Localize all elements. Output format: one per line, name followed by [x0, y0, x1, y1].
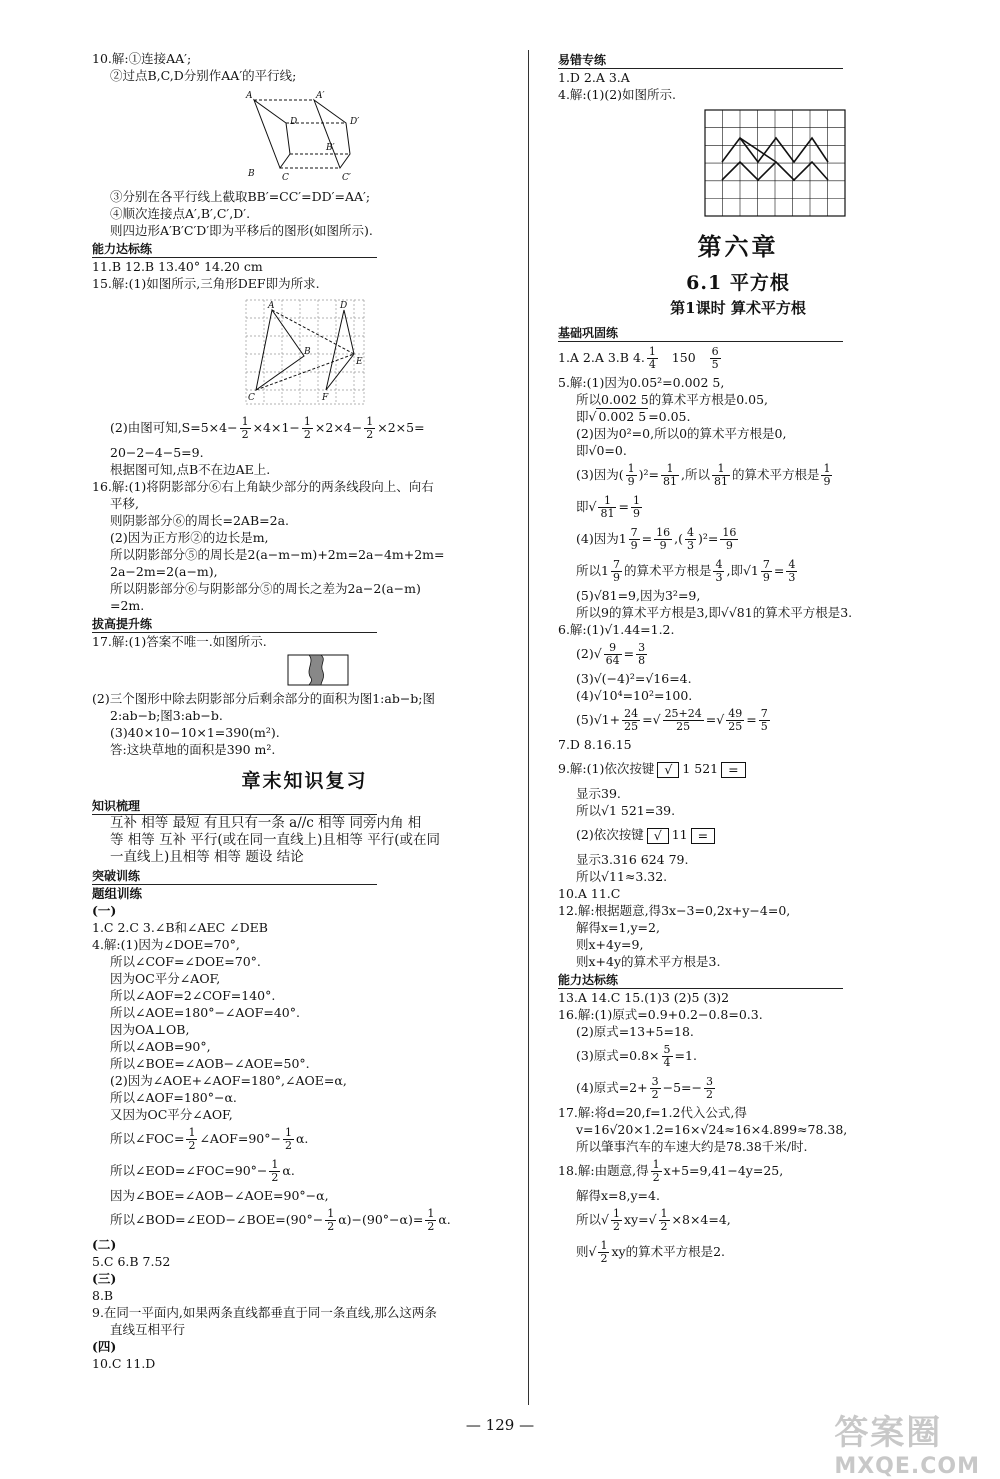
den: 2 [600, 1252, 608, 1265]
num: 1 [427, 1207, 435, 1220]
text: ,( [674, 531, 684, 546]
text: 9.解:(1)依次按键 [558, 761, 655, 776]
text: ,即√1 [726, 563, 759, 578]
fraction [636, 642, 647, 667]
section-nengli-right: 能力达标练 [558, 973, 843, 989]
q16-line7: 所以阴影部分⑥与阴影部分⑤的周长之差为2a−2(a−m) [110, 581, 421, 596]
text: ×2×5= [377, 420, 425, 435]
q16-line6: 2a−2m=2(a−m), [110, 564, 218, 579]
fraction [663, 708, 704, 733]
q6-line3: (3)√(−4)²=√16=4. [576, 671, 692, 686]
fraction [283, 1127, 294, 1152]
q10-line2: ③分别在各平行线上截取BB′=CC′=DD′=AA′; [110, 189, 371, 204]
nengli-answers: 13.A 14.C 15.(1)3 (2)5 (3)2 [558, 990, 730, 1005]
num: 1 [366, 415, 374, 428]
q5-line10: (5)√81=9,因为3²=9, [576, 588, 701, 603]
num: 1 [327, 1207, 335, 1220]
group-2-answers: 5.C 6.B 7.52 [92, 1254, 171, 1269]
equals-key-icon: = [721, 762, 745, 778]
q15-line1 [92, 412, 517, 444]
den: 64 [605, 654, 620, 667]
fraction [720, 527, 738, 552]
den: 2 [651, 1088, 659, 1101]
text: = [773, 563, 785, 578]
q9-line1: 9.在同一平面内,如果两条直线都垂直于同一条直线,那么这两条 [92, 1305, 437, 1320]
den: 25 [728, 720, 743, 733]
num: 1 [271, 1158, 279, 1171]
q17-line2: v=16√20×1.2=16×√24≈16×4.899≈78.38, [576, 1122, 848, 1137]
fraction [661, 463, 679, 488]
q17-line3: 2:ab−b;图3:ab−b. [110, 708, 223, 723]
den: 9 [612, 571, 620, 584]
text: (5)√1+ [576, 712, 621, 727]
text: −5=− [662, 1080, 702, 1095]
num: 1 [823, 462, 831, 475]
q5-line7 [558, 491, 918, 523]
fraction [325, 1208, 336, 1233]
fraction [186, 1127, 197, 1152]
q18-line2: 解得x=8,y=4. [576, 1188, 660, 1203]
den: 2 [271, 1171, 279, 1184]
fig1-label: B [248, 169, 255, 179]
fraction [611, 559, 622, 584]
num: 7 [630, 526, 638, 539]
q17-line4: (3)40×10−10×1=390(m²). [110, 725, 280, 740]
q10-title: 10.解:①连接AA′; [92, 51, 192, 66]
fraction [631, 495, 642, 520]
text: 所以∠BOD=∠EOD−∠BOE=(90°− [110, 1212, 324, 1227]
q17-line1: 17.解:(1)答案不唯一.如图所示. [92, 634, 267, 649]
den: 2 [652, 1171, 660, 1184]
text: = [618, 499, 629, 514]
q16-line8: =2m. [110, 598, 145, 613]
den: 2 [427, 1220, 435, 1233]
q16-line3 [558, 1040, 918, 1072]
text: α)−(90°−α)= [338, 1212, 424, 1227]
den: 4 [648, 358, 656, 371]
fraction [269, 1159, 280, 1184]
den: 2 [303, 428, 311, 441]
num: 1 [648, 345, 656, 358]
fig1-label: C [282, 173, 289, 183]
q9-line3: 所以√1 521=39. [576, 803, 676, 818]
fraction [761, 559, 772, 584]
num: 1 [652, 1158, 660, 1171]
q9-line5: 显示3.316 624 79. [576, 852, 689, 867]
q4-line14: 因为∠BOE=∠AOB−∠AOE=90°−α, [110, 1188, 329, 1203]
den: 81 [600, 507, 615, 520]
section-zhishi: 知识梳理 [92, 799, 377, 815]
text: =√ [642, 712, 661, 727]
q5-line1: 5.解:(1)因为0.05²=0.002 5, [558, 375, 725, 390]
text: α. [295, 1131, 309, 1146]
text: 所以√ [576, 1212, 609, 1227]
num: 16 [656, 526, 671, 539]
q15-line3: 根据图可知,点B不在边AE上. [110, 462, 271, 477]
den: 9 [632, 507, 640, 520]
q4-line12 [92, 1123, 517, 1155]
translation-figure [242, 88, 372, 184]
num: 9 [604, 642, 622, 655]
q9-line2: 显示39. [576, 786, 621, 801]
q16-line5: 所以阴影部分⑤的周长是2(a−m−m)+2m=2a−4m+2m= [110, 547, 445, 562]
q16-line2: 平移, [110, 496, 139, 511]
q6-line4: (4)√10⁴=10²=100. [576, 688, 693, 703]
fig1-label: A [246, 91, 253, 101]
num: 4 [687, 526, 695, 539]
jichu-answers [558, 342, 918, 374]
num: 49 [728, 707, 743, 720]
yicuo-q4: 4.解:(1)(2)如图所示. [558, 87, 677, 102]
num: 25+24 [664, 707, 702, 720]
text: 150 [671, 350, 696, 365]
den: 3 [687, 539, 695, 552]
q9-line2: 直线互相平行 [110, 1322, 186, 1337]
text: =1. [674, 1048, 697, 1063]
fraction [626, 463, 637, 488]
text: 11 [671, 827, 688, 842]
num: 1 [660, 1207, 668, 1220]
text: ×2×4− [314, 420, 363, 435]
q4-line7: 所以∠AOB=90°, [110, 1039, 211, 1054]
text: (2)√ [576, 646, 602, 661]
text: ,所以 [680, 467, 710, 482]
left-column [92, 50, 517, 1372]
q4-line9: (2)因为∠AOE+∠AOF=180°,∠AOE=α, [110, 1073, 347, 1088]
den: 9 [630, 539, 638, 552]
den: 81 [662, 475, 677, 488]
fraction [622, 708, 640, 733]
q17-line1: 17.解:将d=20,f=1.2代入公式,得 [558, 1105, 747, 1120]
num: 1 [598, 495, 616, 508]
den: 9 [627, 475, 635, 488]
text: 1 521 [682, 761, 719, 776]
den: 3 [715, 571, 723, 584]
section-tupo: 突破训练 [92, 869, 377, 885]
fraction [604, 642, 622, 667]
fraction [598, 495, 616, 520]
fig2-label: C [248, 393, 255, 403]
zs-line2: 等 相等 互补 平行(或在同一直线上)且相等 平行(或在同 [110, 832, 440, 848]
text: 18.解:由题意,得 [558, 1163, 649, 1178]
q9-line4 [558, 819, 918, 851]
sqrt-key-icon: √ [657, 762, 679, 778]
q10-line4: 则四边形A′B′C′D′即为平移后的图形(如图所示). [110, 223, 373, 238]
text: 则√ [576, 1244, 597, 1259]
den: 5 [711, 358, 719, 371]
answers-11-14: 11.B 12.B 13.40° 14.20 cm [92, 259, 263, 274]
q4-line4: 所以∠AOF=2∠COF=140°. [110, 988, 276, 1003]
fraction [364, 416, 375, 441]
group-3: (三) [92, 1271, 117, 1286]
num: 4 [788, 558, 796, 571]
chapter-title: 第六章 [697, 232, 779, 261]
q15-title: 15.解:(1)如图所示,三角形DEF即为所求. [92, 276, 320, 291]
group-4: (四) [92, 1339, 117, 1354]
fraction [759, 708, 770, 733]
text: 所以∠EOD=∠FOC=90°− [110, 1163, 268, 1178]
num: 1 [303, 415, 311, 428]
answers-7-8: 7.D 8.16.15 [558, 737, 632, 752]
text: 即√ [576, 409, 597, 424]
q5-line4: (2)因为0²=0,所以0的算术平方根是0, [576, 426, 787, 441]
num: 5 [663, 1043, 671, 1056]
fraction [704, 1076, 715, 1101]
num: 1 [284, 1126, 292, 1139]
num: 6 [711, 345, 719, 358]
text: 1.A 2.A 3.B 4. [558, 350, 645, 365]
text: ×8×4=4, [671, 1212, 731, 1227]
q16-line3: 则阴影部分⑥的周长=2AB=2a. [110, 513, 289, 528]
text: = [641, 531, 653, 546]
q18-line4 [558, 1236, 918, 1268]
den: 9 [762, 571, 770, 584]
q4-line11: 又因为OC平分∠AOF, [110, 1107, 233, 1122]
text: α. [438, 1212, 451, 1227]
q9-line1 [558, 753, 918, 785]
q6-line1: 6.解:(1)√1.44=1.2. [558, 622, 675, 637]
den: 2 [366, 428, 374, 441]
num: 7 [612, 558, 620, 571]
group-4-answers: 10.C 11.D [92, 1356, 156, 1371]
text: ×4×1− [252, 420, 300, 435]
q4-line13 [92, 1155, 517, 1187]
text: ∠AOF=90°− [199, 1131, 281, 1146]
section-tigao: 拔高提升练 [92, 617, 377, 633]
den: 4 [663, 1056, 671, 1069]
fraction [654, 527, 672, 552]
q5-line3 [558, 408, 918, 425]
den: 3 [788, 571, 796, 584]
q16-line1: 16.解:(1)将阴影部分⑥右上角缺少部分的两条线段向上、向右 [92, 479, 434, 494]
text: xy=√ [623, 1212, 657, 1227]
right-column [558, 50, 918, 1268]
q5-line9 [558, 555, 918, 587]
watermark-bottom: MXQE.COM [834, 1454, 980, 1479]
section-nengli: 能力达标练 [92, 242, 377, 258]
q6-line2 [558, 638, 918, 670]
text: =√ [705, 712, 725, 727]
text: (2)由图可知,S=5×4− [110, 420, 238, 435]
radicand: 0.002 5 [598, 409, 647, 424]
fraction [629, 527, 640, 552]
fig1-label: D′ [350, 117, 360, 127]
fraction [611, 1208, 622, 1233]
num: 1 [188, 1126, 196, 1139]
den: 2 [284, 1139, 292, 1152]
q12-line3: 则x+4y=9, [576, 937, 644, 952]
answers-10-11: 10.A 11.C [558, 886, 621, 901]
num: 7 [760, 707, 768, 720]
fig1-label: A′ [316, 91, 325, 101]
equals-key-icon: = [691, 828, 715, 844]
section-tizu: 题组训练 [92, 886, 143, 901]
q4-line2: 所以∠COF=∠DOE=70°. [110, 954, 261, 969]
watermark-logo [834, 1405, 980, 1479]
watermark-top: 答案圈 [834, 1413, 943, 1453]
q4-line5: 所以∠AOE=180°−∠AOF=40°. [110, 1005, 300, 1020]
fig1-label: D [290, 117, 298, 127]
q15-line2: 20−2−4−5=9. [110, 445, 204, 460]
text: )²= [698, 531, 719, 546]
den: 2 [612, 1220, 620, 1233]
lawn-path-figure [287, 654, 349, 686]
page-number: — 129 — [465, 1416, 535, 1434]
group-1: (一) [92, 903, 117, 918]
q16-line1: 16.解:(1)原式=0.9+0.2−0.8=0.3. [558, 1007, 763, 1022]
text: x+5=9,41−4y=25, [663, 1163, 784, 1178]
q4-line6: 因为OA⊥OB, [110, 1022, 190, 1037]
text: (4)因为1 [576, 531, 627, 546]
grid-pattern-figure [704, 109, 846, 217]
fraction [425, 1208, 436, 1233]
q16-line4 [558, 1072, 918, 1104]
num: 1 [241, 415, 249, 428]
text: 即√ [576, 499, 597, 514]
section-jichu: 基础巩固练 [558, 326, 843, 342]
den: 25 [624, 720, 639, 733]
lesson-title: 第1课时 算术平方根 [670, 299, 806, 317]
q5-line5: 即√0=0. [576, 443, 627, 458]
num: 1 [627, 462, 635, 475]
fraction [647, 346, 658, 371]
q5-line2: 所以0.002 5的算术平方根是0.05, [576, 392, 769, 407]
fraction [240, 416, 251, 441]
text: 的算术平方根是 [623, 563, 712, 578]
num: 3 [638, 641, 646, 654]
q5-line11: 所以9的算术平方根是3,即√√81的算术平方根是3. [576, 605, 853, 620]
text: (3)原式=0.8× [576, 1048, 660, 1063]
text: α. [282, 1163, 295, 1178]
fig2-label: F [322, 393, 329, 403]
fraction [821, 463, 832, 488]
den: 2 [705, 1088, 713, 1101]
q10-line1: ②过点B,C,D分别作AA′的平行线; [110, 68, 297, 83]
q12-line4: 则x+4y的算术平方根是3. [576, 954, 721, 969]
group-2: (二) [92, 1237, 117, 1252]
den: 2 [241, 428, 249, 441]
fraction [598, 1240, 609, 1265]
fraction [710, 346, 721, 371]
q4-line8: 所以∠BOE=∠AOB−∠AOE=50°. [110, 1056, 310, 1071]
text: (3)因为( [576, 467, 624, 482]
fig2-label: A [268, 301, 275, 311]
q4-line15 [92, 1204, 517, 1236]
q17-line2: (2)三个图形中除去阴影部分后剩余部分的面积为图1:ab−b;图 [92, 691, 436, 706]
fraction [651, 1159, 662, 1184]
q5-line8 [558, 523, 918, 555]
fig2-label: E [356, 357, 363, 367]
text: xy的算术平方根是2. [611, 1244, 726, 1259]
q9-line6: 所以√11≈3.32. [576, 869, 668, 884]
text: = [623, 646, 635, 661]
fig2-label: D [340, 301, 348, 311]
q4-line10: 所以∠AOF=180°−α. [110, 1090, 237, 1105]
sqrt-key-icon: √ [647, 828, 669, 844]
q18-line1 [558, 1155, 918, 1187]
num: 1 [600, 1239, 608, 1252]
group-1-answers: 1.C 2.C 3.∠B和∠AEC ∠DEB [92, 920, 268, 935]
fig2-label: B [304, 347, 311, 357]
q12-line1: 12.解:根据题意,得3x−3=0,2x+y−4=0, [558, 903, 791, 918]
fraction [726, 708, 744, 733]
fraction [685, 527, 696, 552]
column-divider [528, 50, 529, 1405]
fraction [786, 559, 797, 584]
num: 1 [661, 463, 679, 476]
num: 24 [624, 707, 639, 720]
text: =0.05. [648, 409, 691, 424]
fraction [712, 463, 730, 488]
text: (2)依次按键 [576, 827, 644, 842]
num: 3 [705, 1075, 713, 1088]
text: = [746, 712, 757, 727]
section-title: 6.1 平方根 [686, 272, 790, 294]
den: 2 [660, 1220, 668, 1233]
num: 1 [632, 494, 640, 507]
num: 1 [712, 463, 730, 476]
review-title: 章末知识复习 [241, 770, 368, 792]
den: 5 [760, 720, 768, 733]
q4-line1: 4.解:(1)因为∠DOE=70°, [92, 937, 240, 952]
text: (4)原式=2+ [576, 1080, 648, 1095]
group-3-answers: 8.B [92, 1288, 114, 1303]
num: 1 [612, 1207, 620, 1220]
num: 4 [715, 558, 723, 571]
q10-line3: ④顺次连接点A′,B′,C′,D′. [110, 206, 251, 221]
yicuo-answers: 1.D 2.A 3.A [558, 70, 630, 85]
fig1-label: B′ [326, 143, 335, 153]
q18-line3 [558, 1204, 918, 1236]
num: 16 [722, 526, 737, 539]
zs-line1: 互补 相等 最短 有且只有一条 a//c 相等 同旁内角 相 [110, 815, 422, 831]
den: 8 [638, 654, 646, 667]
den: 9 [659, 539, 667, 552]
text: 的算术平方根是 [731, 467, 820, 482]
section-yicuo: 易错专练 [558, 53, 843, 69]
fraction [713, 559, 724, 584]
den: 2 [188, 1139, 196, 1152]
q16-line4: (2)因为正方形②的边长是m, [110, 530, 269, 545]
fraction [662, 1044, 673, 1069]
q5-line6 [558, 459, 918, 491]
den: 81 [713, 475, 728, 488]
text: 所以1 [576, 563, 609, 578]
fraction [650, 1076, 661, 1101]
den: 25 [676, 720, 691, 733]
grid-triangle-figure [242, 296, 368, 408]
text: )²= [638, 467, 659, 482]
fraction [302, 416, 313, 441]
q4-line3: 因为OC平分∠AOF, [110, 971, 221, 986]
num: 3 [651, 1075, 659, 1088]
num: 7 [762, 558, 770, 571]
fraction [659, 1208, 670, 1233]
q16-line2: (2)原式=13+5=18. [576, 1024, 694, 1039]
q12-line2: 解得x=1,y=2, [576, 920, 660, 935]
den: 9 [823, 475, 831, 488]
q17-line3: 所以肇事汽车的车速大约是78.38千米/时. [576, 1139, 808, 1154]
q6-line5 [558, 704, 918, 736]
q17-line5: 答:这块草地的面积是390 m². [110, 742, 276, 757]
den: 2 [327, 1220, 335, 1233]
den: 9 [725, 539, 733, 552]
text: 所以∠FOC= [110, 1131, 185, 1146]
fig1-label: C′ [342, 173, 351, 183]
zs-line3: 一直线上)且相等 相等 题设 结论 [110, 849, 304, 865]
